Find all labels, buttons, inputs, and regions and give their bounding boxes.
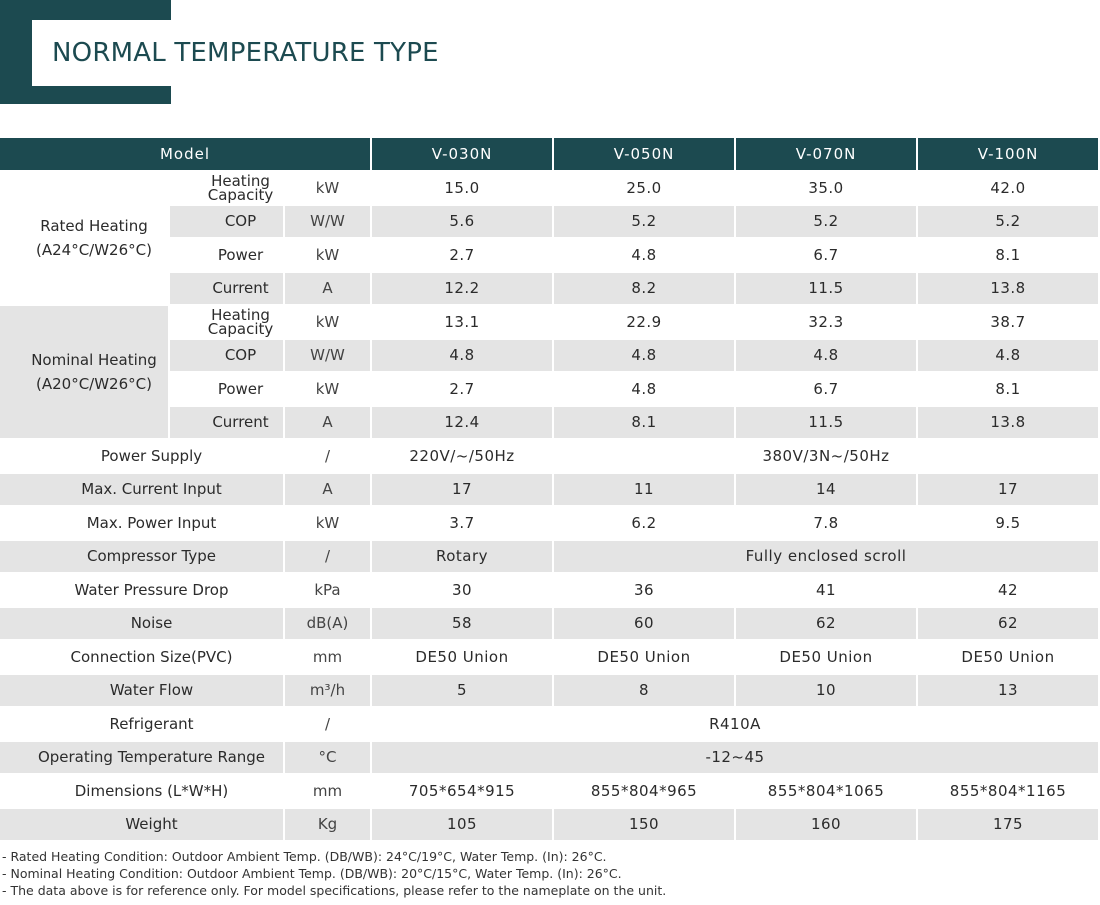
cell-value: 150 bbox=[554, 809, 736, 843]
cell-value: 6.2 bbox=[554, 507, 736, 541]
cell-value: 58 bbox=[372, 608, 554, 642]
cell-value: 2.7 bbox=[372, 373, 554, 407]
table-row bbox=[0, 608, 1100, 642]
row-sub-label: COP bbox=[170, 206, 285, 240]
model-col-1: V-030N bbox=[372, 138, 554, 172]
row-name: Water Flow bbox=[0, 675, 285, 709]
cell-value: 175 bbox=[918, 809, 1100, 843]
cell-value: 12.2 bbox=[372, 273, 554, 307]
cell-value: 8.1 bbox=[918, 239, 1100, 273]
table-row bbox=[0, 574, 1100, 608]
row-name: Max. Current Input bbox=[0, 474, 285, 508]
cell-value: 855*804*1165 bbox=[918, 775, 1100, 809]
cell-value: 42.0 bbox=[918, 172, 1100, 206]
table-row bbox=[0, 641, 1100, 675]
table-row bbox=[0, 541, 1100, 575]
cell-value: R410A bbox=[372, 708, 1100, 742]
cell-value: 30 bbox=[372, 574, 554, 608]
cell-value: 13.8 bbox=[918, 407, 1100, 441]
cell-value: 380V/3N~/50Hz bbox=[554, 440, 1100, 474]
row-unit: mm bbox=[285, 775, 372, 809]
cell-value: DE50 Union bbox=[554, 641, 736, 675]
cell-value: Rotary bbox=[372, 541, 554, 575]
cell-value: 4.8 bbox=[554, 239, 736, 273]
cell-value: 22.9 bbox=[554, 306, 736, 340]
cell-value: 5.6 bbox=[372, 206, 554, 240]
row-name: Refrigerant bbox=[0, 708, 285, 742]
title-frame-bottom bbox=[0, 86, 171, 104]
row-sub-label: Heating Capacity bbox=[170, 306, 285, 340]
cell-value: 17 bbox=[918, 474, 1100, 508]
spec-table bbox=[0, 138, 1100, 842]
table-row bbox=[0, 809, 1100, 843]
row-unit: °C bbox=[285, 742, 372, 776]
table-row bbox=[0, 440, 1100, 474]
model-col-2: V-050N bbox=[554, 138, 736, 172]
cell-value: 2.7 bbox=[372, 239, 554, 273]
cell-value: 25.0 bbox=[554, 172, 736, 206]
row-unit: W/W bbox=[285, 340, 372, 374]
cell-value: 11 bbox=[554, 474, 736, 508]
cell-value: 60 bbox=[554, 608, 736, 642]
cell-value: 13.1 bbox=[372, 306, 554, 340]
cell-value: 17 bbox=[372, 474, 554, 508]
row-name: Max. Power Input bbox=[0, 507, 285, 541]
cell-value: 5.2 bbox=[918, 206, 1100, 240]
table-row bbox=[0, 172, 1100, 206]
cell-value: 5.2 bbox=[736, 206, 918, 240]
row-name: Dimensions (L*W*H) bbox=[0, 775, 285, 809]
cell-value: 4.8 bbox=[372, 340, 554, 374]
row-unit: mm bbox=[285, 641, 372, 675]
cell-value: DE50 Union bbox=[372, 641, 554, 675]
footnotes bbox=[2, 848, 666, 899]
row-unit: Kg bbox=[285, 809, 372, 843]
cell-value: -12~45 bbox=[372, 742, 1100, 776]
row-unit: kW bbox=[285, 172, 372, 206]
cell-value: 41 bbox=[736, 574, 918, 608]
row-unit: kW bbox=[285, 239, 372, 273]
cell-value: 5.2 bbox=[554, 206, 736, 240]
table-row bbox=[0, 306, 1100, 340]
cell-value: 32.3 bbox=[736, 306, 918, 340]
cell-value: 8.2 bbox=[554, 273, 736, 307]
row-unit: / bbox=[285, 708, 372, 742]
table-row bbox=[0, 708, 1100, 742]
cell-value: 15.0 bbox=[372, 172, 554, 206]
cell-value: 38.7 bbox=[918, 306, 1100, 340]
cell-value: 14 bbox=[736, 474, 918, 508]
footnote: - Nominal Heating Condition: Outdoor Ambient Temp. (DB/WB): 20°C/15°C, Water Temp. (In): 26°C. bbox=[2, 866, 622, 881]
row-sub-label: Current bbox=[170, 273, 285, 307]
footnote: - Rated Heating Condition: Outdoor Ambient Temp. (DB/WB): 24°C/19°C, Water Temp. (In): 26°C. bbox=[2, 849, 607, 864]
row-unit: / bbox=[285, 440, 372, 474]
row-unit: dB(A) bbox=[285, 608, 372, 642]
cell-value: 42 bbox=[918, 574, 1100, 608]
cell-value: 4.8 bbox=[918, 340, 1100, 374]
cell-value: 36 bbox=[554, 574, 736, 608]
cell-value: DE50 Union bbox=[918, 641, 1100, 675]
row-unit: kW bbox=[285, 306, 372, 340]
cell-value: 13.8 bbox=[918, 273, 1100, 307]
cell-value: 3.7 bbox=[372, 507, 554, 541]
row-name: Power Supply bbox=[0, 440, 285, 474]
row-sub-label: Power bbox=[170, 373, 285, 407]
cell-value: 13 bbox=[918, 675, 1100, 709]
row-unit: A bbox=[285, 273, 372, 307]
row-unit: m³/h bbox=[285, 675, 372, 709]
row-name: Compressor Type bbox=[0, 541, 285, 575]
row-name: Weight bbox=[0, 809, 285, 843]
cell-value: 11.5 bbox=[736, 407, 918, 441]
model-col-3: V-070N bbox=[736, 138, 918, 172]
row-name: Water Pressure Drop bbox=[0, 574, 285, 608]
cell-value: 8.1 bbox=[554, 407, 736, 441]
cell-value: 855*804*965 bbox=[554, 775, 736, 809]
model-col-4: V-100N bbox=[918, 138, 1100, 172]
header-row bbox=[0, 138, 1100, 172]
cell-value: 10 bbox=[736, 675, 918, 709]
cell-value: 855*804*1065 bbox=[736, 775, 918, 809]
cell-value: 220V/~/50Hz bbox=[372, 440, 554, 474]
row-sub-label: Current bbox=[170, 407, 285, 441]
cell-value: 4.8 bbox=[736, 340, 918, 374]
cell-value: 8 bbox=[554, 675, 736, 709]
cell-value: 8.1 bbox=[918, 373, 1100, 407]
cell-value: DE50 Union bbox=[736, 641, 918, 675]
footnote: - The data above is for reference only. For model specifications, please refer to the nameplate on the unit. bbox=[2, 883, 667, 898]
table-row bbox=[0, 742, 1100, 776]
row-sub-label: Power bbox=[170, 239, 285, 273]
page-title: NORMAL TEMPERATURE TYPE bbox=[52, 38, 439, 68]
row-unit: A bbox=[285, 407, 372, 441]
row-unit: / bbox=[285, 541, 372, 575]
cell-value: 7.8 bbox=[736, 507, 918, 541]
table-row bbox=[0, 507, 1100, 541]
cell-value: 4.8 bbox=[554, 373, 736, 407]
row-sub-label: Heating Capacity bbox=[170, 172, 285, 206]
cell-value: 62 bbox=[918, 608, 1100, 642]
cell-value: 9.5 bbox=[918, 507, 1100, 541]
cell-value: 105 bbox=[372, 809, 554, 843]
cell-value: 4.8 bbox=[554, 340, 736, 374]
model-header: Model bbox=[0, 138, 372, 172]
cell-value: 11.5 bbox=[736, 273, 918, 307]
table-row bbox=[0, 474, 1100, 508]
row-sub-label: COP bbox=[170, 340, 285, 374]
cell-value: 12.4 bbox=[372, 407, 554, 441]
cell-value: 62 bbox=[736, 608, 918, 642]
rated-heating-label: Rated Heating (A24°C/W26°C) bbox=[0, 172, 170, 306]
cell-value: 160 bbox=[736, 809, 918, 843]
nominal-heating-label: Nominal Heating (A20°C/W26°C) bbox=[0, 306, 170, 440]
row-unit: kW bbox=[285, 373, 372, 407]
cell-value: 6.7 bbox=[736, 373, 918, 407]
table-row bbox=[0, 775, 1100, 809]
row-name: Connection Size(PVC) bbox=[0, 641, 285, 675]
table-row bbox=[0, 675, 1100, 709]
row-unit: kPa bbox=[285, 574, 372, 608]
row-unit: W/W bbox=[285, 206, 372, 240]
row-unit: kW bbox=[285, 507, 372, 541]
row-name: Operating Temperature Range bbox=[0, 742, 285, 776]
cell-value: Fully enclosed scroll bbox=[554, 541, 1100, 575]
cell-value: 705*654*915 bbox=[372, 775, 554, 809]
cell-value: 6.7 bbox=[736, 239, 918, 273]
row-unit: A bbox=[285, 474, 372, 508]
cell-value: 5 bbox=[372, 675, 554, 709]
cell-value: 35.0 bbox=[736, 172, 918, 206]
row-name: Noise bbox=[0, 608, 285, 642]
